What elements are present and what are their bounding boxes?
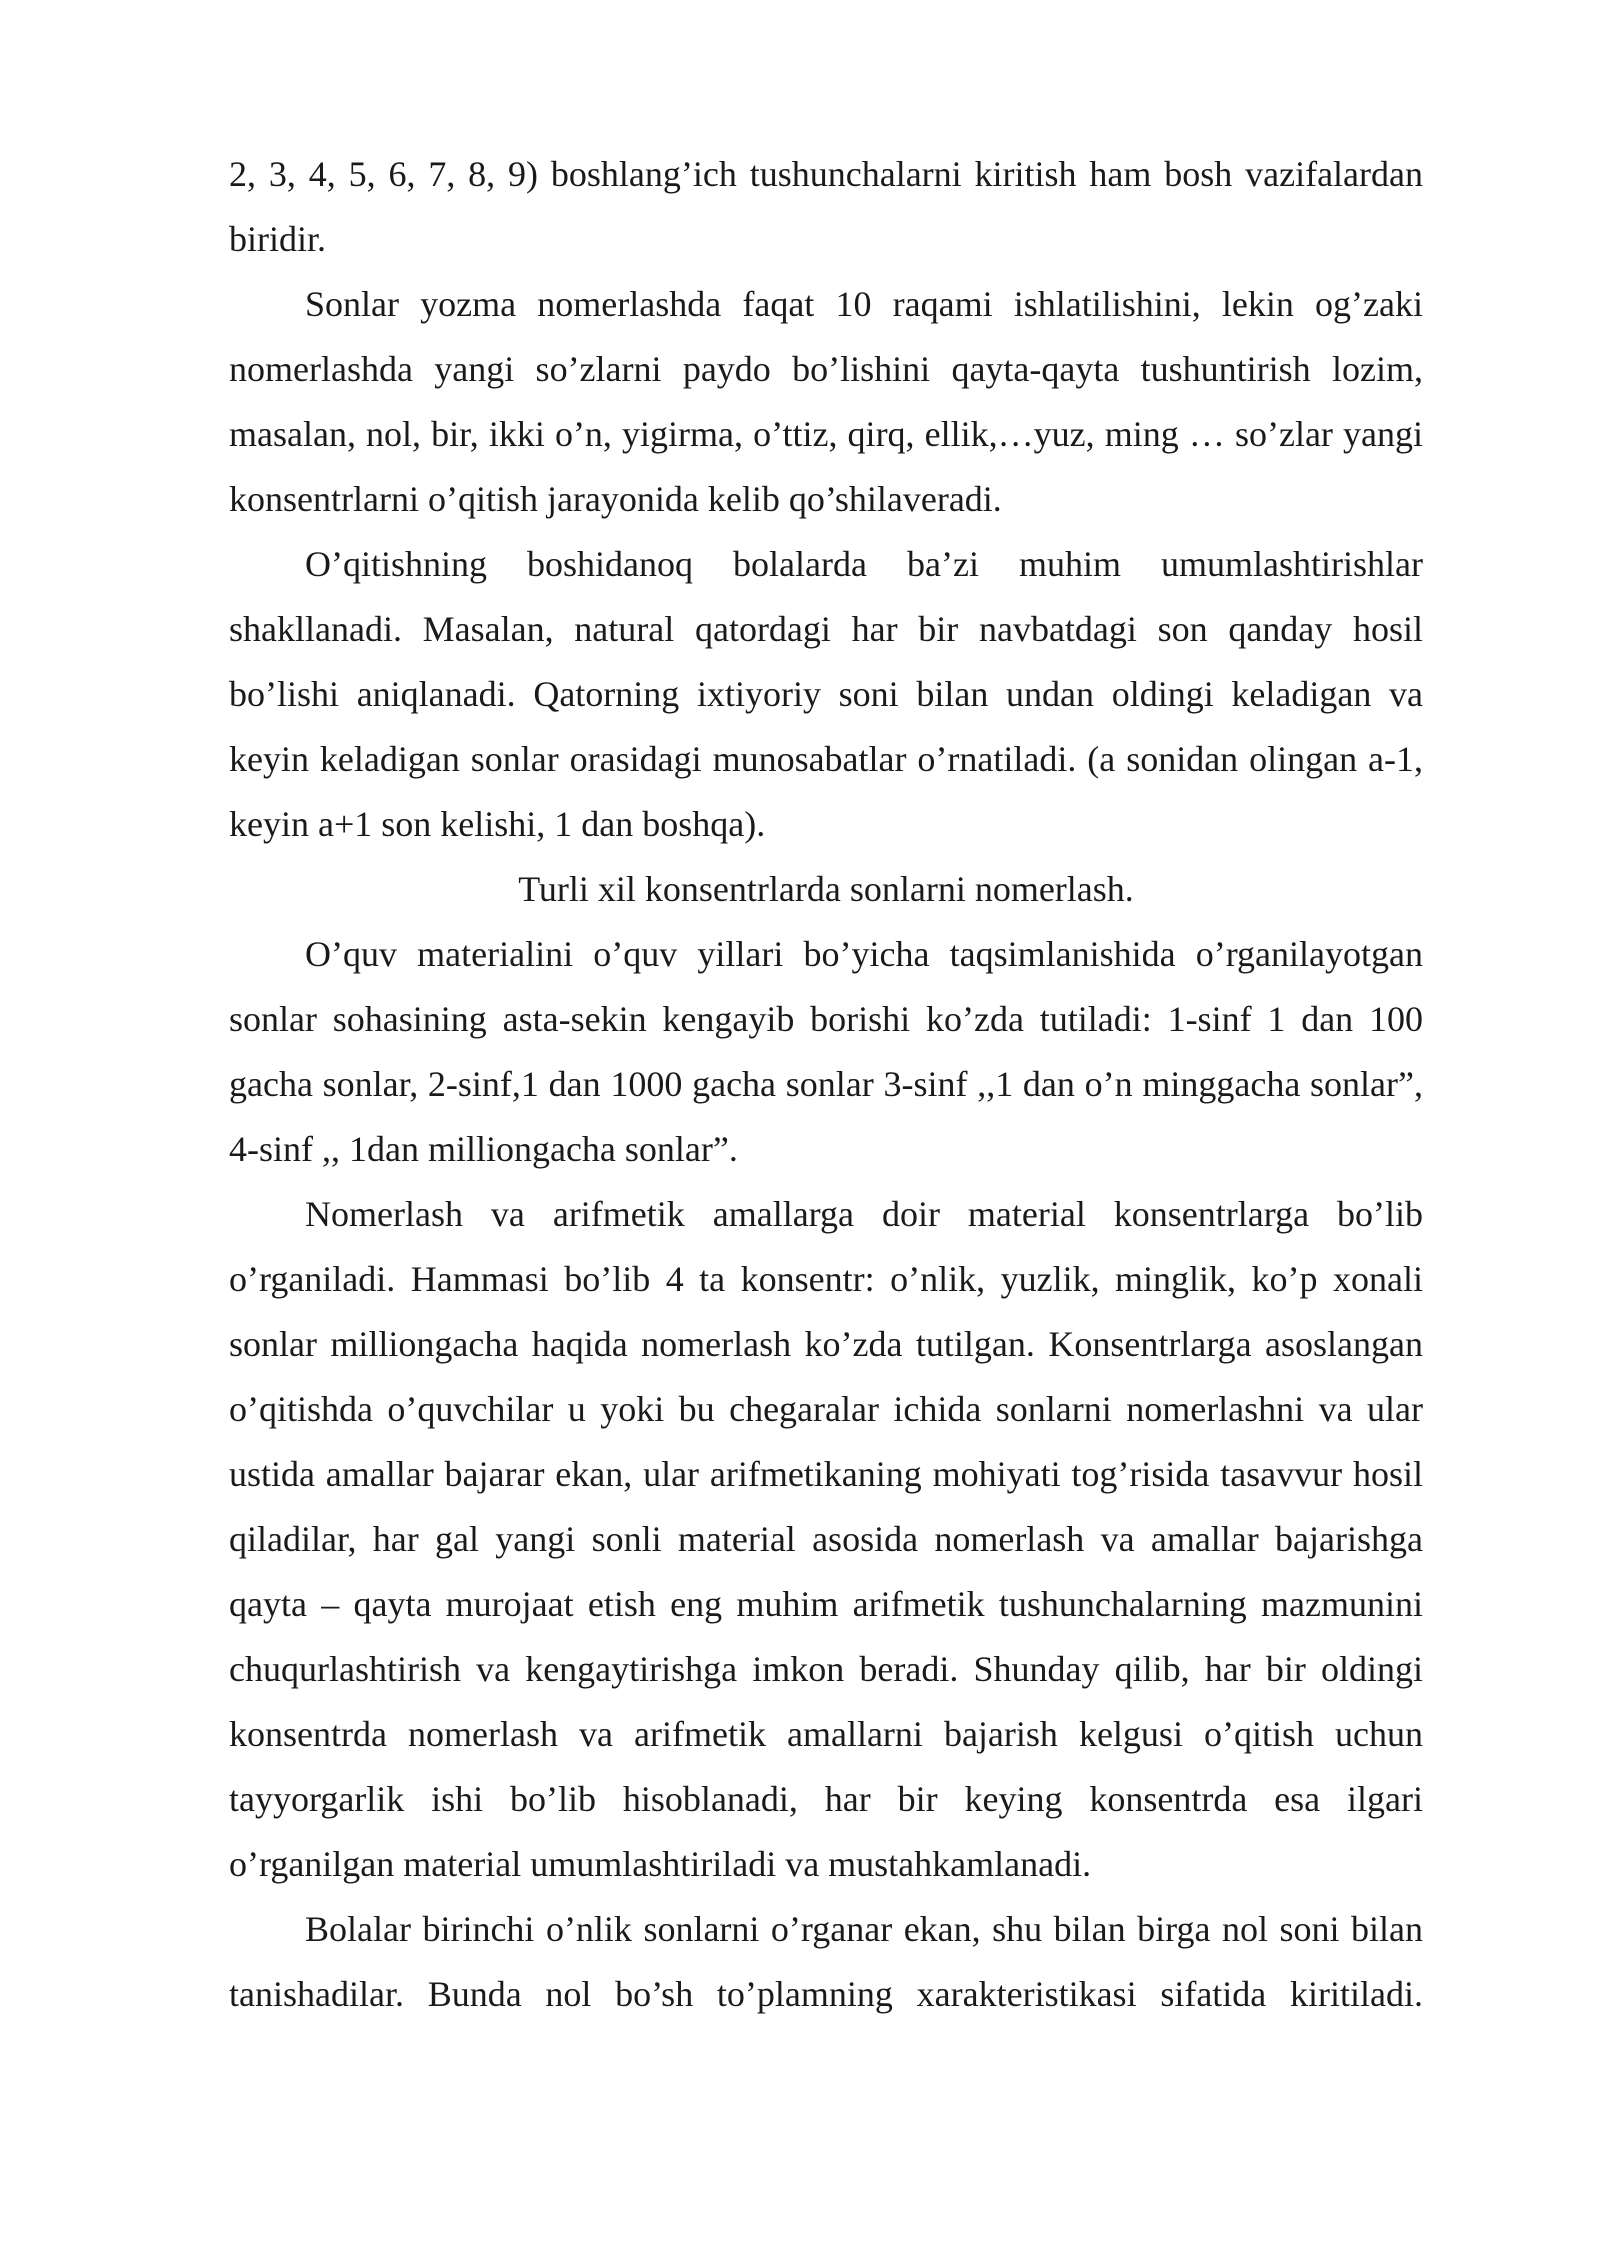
document-page <box>229 142 1423 2027</box>
section-heading: Turli xil konsentrlarda sonlarni nomerlash. <box>518 869 1134 909</box>
body-paragraph-truncated: Bolalar birinchi o’nlik sonlarni o’rganar ekan, shu bilan birga nol soni bilan tanishadilar. Bunda nol bo’sh to’plamning xarakteristikasi sifatida kiritiladi. <box>229 1909 1423 2014</box>
body-paragraph: O’quv materialini o’quv yillari bo’yicha taqsimlanishida o’rganilayotgan sonlar sohasining asta-sekin kengayib borishi ko’zda tutiladi: 1-sinf 1 dan 100 gacha sonlar, 2-sinf,1 dan 1000 gacha sonlar 3-sinf ,,1 dan o’n minggacha sonlar”, 4-sinf ,, 1dan milliongacha sonlar”. <box>229 934 1423 1169</box>
body-paragraph: O’qitishning boshidanoq bolalarda ba’zi muhim umumlashtirishlar shakllanadi. Masalan, natural qatordagi har bir navbatdagi son qanday hosil bo’lishi aniqlanadi. Qatorning ixtiyoriy soni bilan undan oldingi keladigan va keyin keladigan sonlar orasidagi munosabatlar o’rnatiladi. (a sonidan olingan a-1, keyin a+1 son kelishi, 1 dan boshqa). <box>229 544 1423 844</box>
body-paragraph: Nomerlash va arifmetik amallarga doir material konsentrlarga bo’lib o’rganiladi. Hammasi bo’lib 4 ta konsentr: o’nlik, yuzlik, minglik, ko’p xonali sonlar milliongacha haqida nomerlash ko’zda tutilgan. Konsentrlarga asoslangan o’qitishda o’quvchilar u yoki bu chegaralar ichida sonlarni nomerlashni va ular ustida amallar bajarar ekan, ular arifmetikaning mohiyati tog’risida tasavvur hosil qiladilar, har gal yangi sonli material asosida nomerlash va amallar bajarishga qayta – qayta murojaat etish eng muhim arifmetik tushunchalarning mazmunini chuqurlashtirish va kengaytirishga imkon beradi. Shunday qilib, har bir oldingi konsentrda nomerlash va arifmetik amallarni bajarish kelgusi o’qitish uchun tayyorgarlik ishi bo’lib hisoblanadi, har bir keying konsentrda esa ilgari o’rganilgan material umumlashtiriladi va mustahkamlanadi. <box>229 1194 1423 1884</box>
body-paragraph: Sonlar yozma nomerlashda faqat 10 raqami ishlatilishini, lekin og’zaki nomerlashda yangi so’zlarni paydo bo’lishini qayta-qayta tushuntirish lozim, masalan, nol, bir, ikki o’n, yigirma, o’ttiz, qirq, ellik,…yuz, ming … so’zlar yangi konsentrlarni o’qitish jarayonida kelib qo’shilaveradi. <box>229 284 1423 519</box>
body-paragraph-continuation: 2, 3, 4, 5, 6, 7, 8, 9) boshlang’ich tushunchalarni kiritish ham bosh vazifalardan biridir. <box>229 154 1423 259</box>
